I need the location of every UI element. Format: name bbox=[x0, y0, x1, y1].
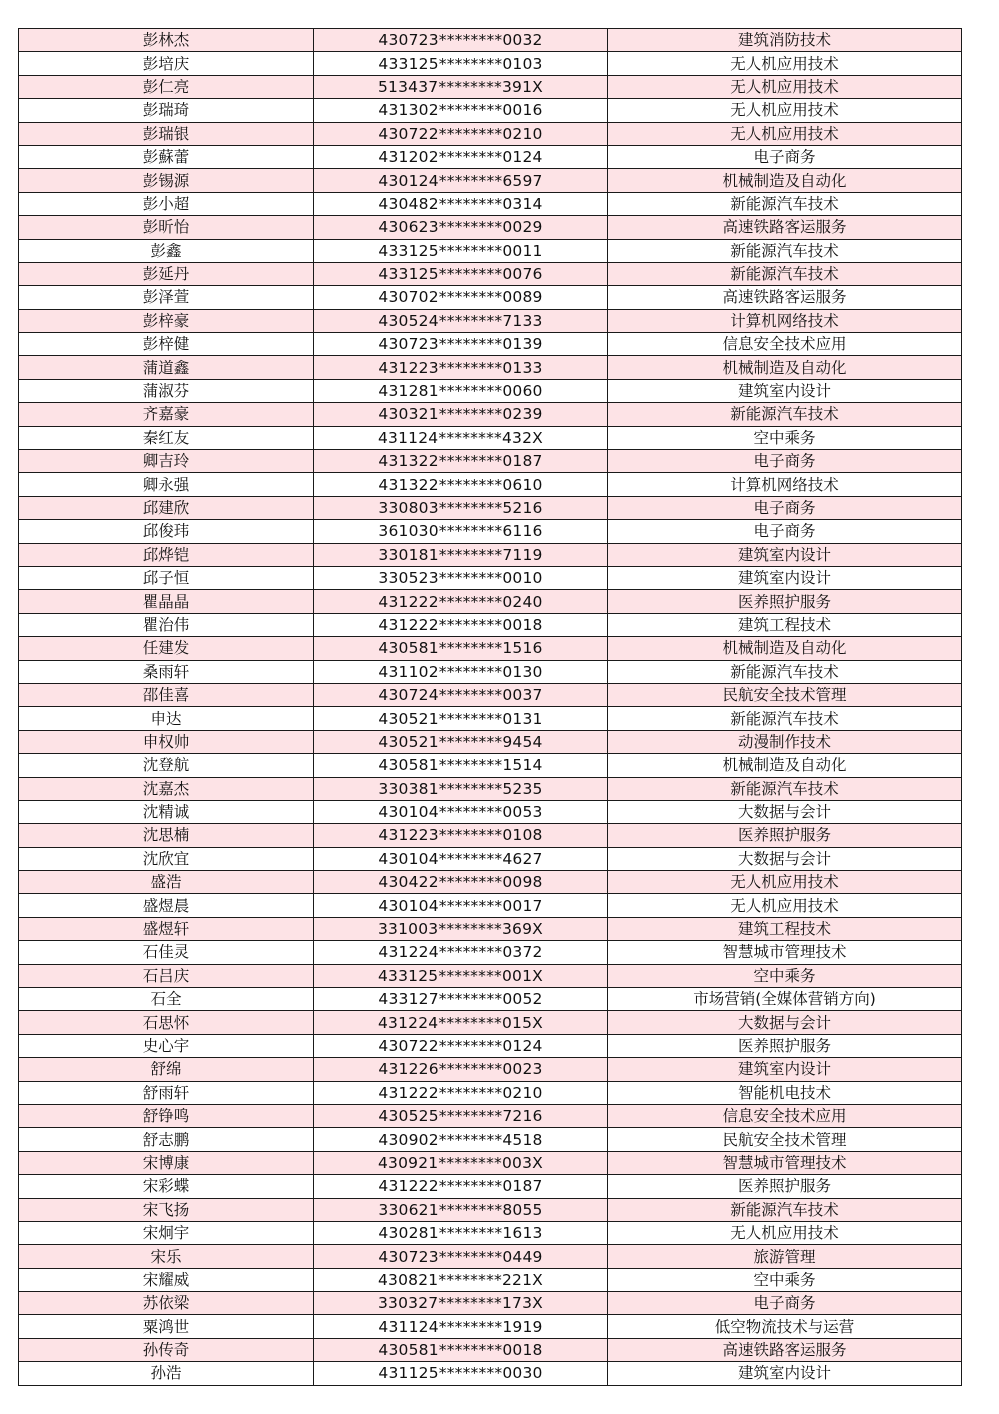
name-cell: 彭昕怡 bbox=[19, 216, 314, 239]
table-row bbox=[19, 75, 962, 98]
name-cell: 齐嘉豪 bbox=[19, 403, 314, 426]
name-cell: 沈嘉杰 bbox=[19, 777, 314, 800]
table-row bbox=[19, 777, 962, 800]
id-number-cell: 433127********0052 bbox=[314, 988, 608, 1011]
id-number-cell: 330381********5235 bbox=[314, 777, 608, 800]
major-cell: 机械制造及自动化 bbox=[608, 169, 962, 192]
major-cell: 空中乘务 bbox=[608, 1268, 962, 1291]
id-number-cell: 430104********4627 bbox=[314, 847, 608, 870]
table-row bbox=[19, 99, 962, 122]
name-cell: 舒雨轩 bbox=[19, 1081, 314, 1104]
major-cell: 无人机应用技术 bbox=[608, 894, 962, 917]
id-number-cell: 430902********4518 bbox=[314, 1128, 608, 1151]
id-number-cell: 433125********0011 bbox=[314, 239, 608, 262]
name-cell: 彭瑞琦 bbox=[19, 99, 314, 122]
id-number-cell: 431322********0610 bbox=[314, 473, 608, 496]
table-row bbox=[19, 262, 962, 285]
table-row bbox=[19, 29, 962, 52]
table-row bbox=[19, 988, 962, 1011]
table-row bbox=[19, 683, 962, 706]
major-cell: 电子商务 bbox=[608, 496, 962, 519]
id-number-cell: 430581********1514 bbox=[314, 754, 608, 777]
table-row bbox=[19, 239, 962, 262]
major-cell: 无人机应用技术 bbox=[608, 99, 962, 122]
name-cell: 石思怀 bbox=[19, 1011, 314, 1034]
id-number-cell: 330181********7119 bbox=[314, 543, 608, 566]
table-row bbox=[19, 730, 962, 753]
name-cell: 申达 bbox=[19, 707, 314, 730]
major-cell: 建筑室内设计 bbox=[608, 379, 962, 402]
name-cell: 沈思楠 bbox=[19, 824, 314, 847]
major-cell: 大数据与会计 bbox=[608, 847, 962, 870]
name-cell: 沈欣宜 bbox=[19, 847, 314, 870]
major-cell: 民航安全技术管理 bbox=[608, 1128, 962, 1151]
name-cell: 彭蘇蕾 bbox=[19, 145, 314, 168]
table-row bbox=[19, 1338, 962, 1361]
table-row bbox=[19, 473, 962, 496]
major-cell: 建筑消防技术 bbox=[608, 29, 962, 52]
major-cell: 旅游管理 bbox=[608, 1245, 962, 1268]
major-cell: 建筑室内设计 bbox=[608, 543, 962, 566]
name-cell: 苏依梁 bbox=[19, 1292, 314, 1315]
table-row bbox=[19, 660, 962, 683]
major-cell: 智慧城市管理技术 bbox=[608, 1151, 962, 1174]
id-number-cell: 433125********0103 bbox=[314, 52, 608, 75]
major-cell: 医养照护服务 bbox=[608, 590, 962, 613]
name-cell: 彭林杰 bbox=[19, 29, 314, 52]
id-number-cell: 431125********0030 bbox=[314, 1362, 608, 1385]
id-number-cell: 431281********0060 bbox=[314, 379, 608, 402]
major-cell: 低空物流技术与运营 bbox=[608, 1315, 962, 1338]
id-number-cell: 430723********0139 bbox=[314, 333, 608, 356]
name-cell: 瞿治伟 bbox=[19, 613, 314, 636]
name-cell: 宋彩蝶 bbox=[19, 1175, 314, 1198]
name-cell: 申权帅 bbox=[19, 730, 314, 753]
id-number-cell: 430524********7133 bbox=[314, 309, 608, 332]
name-cell: 粟鸿世 bbox=[19, 1315, 314, 1338]
table-row bbox=[19, 824, 962, 847]
table-row bbox=[19, 590, 962, 613]
table-row bbox=[19, 613, 962, 636]
major-cell: 大数据与会计 bbox=[608, 1011, 962, 1034]
id-number-cell: 431224********015X bbox=[314, 1011, 608, 1034]
table-row bbox=[19, 192, 962, 215]
name-cell: 彭培庆 bbox=[19, 52, 314, 75]
major-cell: 无人机应用技术 bbox=[608, 52, 962, 75]
major-cell: 空中乘务 bbox=[608, 964, 962, 987]
id-number-cell: 431223********0133 bbox=[314, 356, 608, 379]
name-cell: 彭延丹 bbox=[19, 262, 314, 285]
major-cell: 民航安全技术管理 bbox=[608, 683, 962, 706]
id-number-cell: 330523********0010 bbox=[314, 566, 608, 589]
id-number-cell: 433125********001X bbox=[314, 964, 608, 987]
name-cell: 邱俊玮 bbox=[19, 520, 314, 543]
id-number-cell: 330327********173X bbox=[314, 1292, 608, 1315]
id-number-cell: 431223********0108 bbox=[314, 824, 608, 847]
major-cell: 新能源汽车技术 bbox=[608, 707, 962, 730]
major-cell: 无人机应用技术 bbox=[608, 75, 962, 98]
id-number-cell: 431222********0210 bbox=[314, 1081, 608, 1104]
major-cell: 机械制造及自动化 bbox=[608, 356, 962, 379]
name-cell: 彭锡源 bbox=[19, 169, 314, 192]
table-row bbox=[19, 520, 962, 543]
table-row bbox=[19, 1198, 962, 1221]
id-number-cell: 430482********0314 bbox=[314, 192, 608, 215]
name-cell: 沈精诚 bbox=[19, 800, 314, 823]
major-cell: 机械制造及自动化 bbox=[608, 754, 962, 777]
table-body bbox=[19, 29, 962, 1386]
major-cell: 新能源汽车技术 bbox=[608, 403, 962, 426]
major-cell: 新能源汽车技术 bbox=[608, 192, 962, 215]
name-cell: 彭小超 bbox=[19, 192, 314, 215]
table-row bbox=[19, 403, 962, 426]
name-cell: 石全 bbox=[19, 988, 314, 1011]
name-cell: 彭梓健 bbox=[19, 333, 314, 356]
id-number-cell: 430104********0053 bbox=[314, 800, 608, 823]
name-cell: 卿永强 bbox=[19, 473, 314, 496]
major-cell: 医养照护服务 bbox=[608, 1175, 962, 1198]
major-cell: 无人机应用技术 bbox=[608, 871, 962, 894]
name-cell: 舒绵 bbox=[19, 1058, 314, 1081]
table-row bbox=[19, 216, 962, 239]
major-cell: 新能源汽车技术 bbox=[608, 660, 962, 683]
name-cell: 彭鑫 bbox=[19, 239, 314, 262]
table-row bbox=[19, 917, 962, 940]
name-cell: 石吕庆 bbox=[19, 964, 314, 987]
name-cell: 任建发 bbox=[19, 637, 314, 660]
major-cell: 建筑工程技术 bbox=[608, 613, 962, 636]
name-cell: 沈登航 bbox=[19, 754, 314, 777]
name-cell: 彭瑞银 bbox=[19, 122, 314, 145]
table-row bbox=[19, 941, 962, 964]
name-cell: 彭泽萱 bbox=[19, 286, 314, 309]
name-cell: 宋乐 bbox=[19, 1245, 314, 1268]
id-number-cell: 431222********0018 bbox=[314, 613, 608, 636]
table-row bbox=[19, 871, 962, 894]
student-list-table bbox=[18, 28, 962, 1386]
table-row bbox=[19, 122, 962, 145]
major-cell: 新能源汽车技术 bbox=[608, 1198, 962, 1221]
name-cell: 邵佳喜 bbox=[19, 683, 314, 706]
table-row bbox=[19, 894, 962, 917]
id-number-cell: 433125********0076 bbox=[314, 262, 608, 285]
id-number-cell: 430581********0018 bbox=[314, 1338, 608, 1361]
major-cell: 电子商务 bbox=[608, 1292, 962, 1315]
major-cell: 医养照护服务 bbox=[608, 824, 962, 847]
major-cell: 无人机应用技术 bbox=[608, 1221, 962, 1244]
id-number-cell: 431322********0187 bbox=[314, 450, 608, 473]
table-row bbox=[19, 1011, 962, 1034]
name-cell: 盛煜晨 bbox=[19, 894, 314, 917]
name-cell: 宋耀威 bbox=[19, 1268, 314, 1291]
name-cell: 彭梓豪 bbox=[19, 309, 314, 332]
table-row bbox=[19, 1058, 962, 1081]
id-number-cell: 430422********0098 bbox=[314, 871, 608, 894]
id-number-cell: 330621********8055 bbox=[314, 1198, 608, 1221]
name-cell: 邱烨铠 bbox=[19, 543, 314, 566]
table-row bbox=[19, 964, 962, 987]
name-cell: 卿吉玲 bbox=[19, 450, 314, 473]
name-cell: 蒲道鑫 bbox=[19, 356, 314, 379]
id-number-cell: 431226********0023 bbox=[314, 1058, 608, 1081]
name-cell: 舒铮鸣 bbox=[19, 1104, 314, 1127]
id-number-cell: 430581********1516 bbox=[314, 637, 608, 660]
table-row bbox=[19, 707, 962, 730]
table-row bbox=[19, 496, 962, 519]
id-number-cell: 431102********0130 bbox=[314, 660, 608, 683]
id-number-cell: 431202********0124 bbox=[314, 145, 608, 168]
id-number-cell: 331003********369X bbox=[314, 917, 608, 940]
major-cell: 智慧城市管理技术 bbox=[608, 941, 962, 964]
table-row bbox=[19, 1104, 962, 1127]
major-cell: 电子商务 bbox=[608, 450, 962, 473]
id-number-cell: 430702********0089 bbox=[314, 286, 608, 309]
major-cell: 计算机网络技术 bbox=[608, 309, 962, 332]
major-cell: 动漫制作技术 bbox=[608, 730, 962, 753]
table-row bbox=[19, 1081, 962, 1104]
id-number-cell: 431124********1919 bbox=[314, 1315, 608, 1338]
id-number-cell: 431224********0372 bbox=[314, 941, 608, 964]
table-row bbox=[19, 566, 962, 589]
major-cell: 高速铁路客运服务 bbox=[608, 1338, 962, 1361]
id-number-cell: 430723********0449 bbox=[314, 1245, 608, 1268]
name-cell: 邱建欣 bbox=[19, 496, 314, 519]
table-row bbox=[19, 333, 962, 356]
major-cell: 空中乘务 bbox=[608, 426, 962, 449]
table-row bbox=[19, 426, 962, 449]
table-row bbox=[19, 1221, 962, 1244]
table-row bbox=[19, 1245, 962, 1268]
id-number-cell: 430104********0017 bbox=[314, 894, 608, 917]
id-number-cell: 430921********003X bbox=[314, 1151, 608, 1174]
table-row bbox=[19, 1151, 962, 1174]
id-number-cell: 431302********0016 bbox=[314, 99, 608, 122]
table-row bbox=[19, 169, 962, 192]
id-number-cell: 431124********432X bbox=[314, 426, 608, 449]
major-cell: 高速铁路客运服务 bbox=[608, 286, 962, 309]
name-cell: 盛煜轩 bbox=[19, 917, 314, 940]
id-number-cell: 361030********6116 bbox=[314, 520, 608, 543]
id-number-cell: 430281********1613 bbox=[314, 1221, 608, 1244]
id-number-cell: 431222********0187 bbox=[314, 1175, 608, 1198]
id-number-cell: 430821********221X bbox=[314, 1268, 608, 1291]
table-row bbox=[19, 800, 962, 823]
table-row bbox=[19, 543, 962, 566]
id-number-cell: 430722********0124 bbox=[314, 1034, 608, 1057]
major-cell: 医养照护服务 bbox=[608, 1034, 962, 1057]
name-cell: 孙浩 bbox=[19, 1362, 314, 1385]
table-row bbox=[19, 1292, 962, 1315]
id-number-cell: 430525********7216 bbox=[314, 1104, 608, 1127]
major-cell: 新能源汽车技术 bbox=[608, 239, 962, 262]
major-cell: 电子商务 bbox=[608, 145, 962, 168]
name-cell: 舒志鹏 bbox=[19, 1128, 314, 1151]
id-number-cell: 430521********0131 bbox=[314, 707, 608, 730]
name-cell: 蒲淑芬 bbox=[19, 379, 314, 402]
major-cell: 高速铁路客运服务 bbox=[608, 216, 962, 239]
table-row bbox=[19, 1315, 962, 1338]
major-cell: 电子商务 bbox=[608, 520, 962, 543]
major-cell: 信息安全技术应用 bbox=[608, 333, 962, 356]
name-cell: 宋博康 bbox=[19, 1151, 314, 1174]
table-row bbox=[19, 309, 962, 332]
major-cell: 建筑室内设计 bbox=[608, 1362, 962, 1385]
id-number-cell: 430724********0037 bbox=[314, 683, 608, 706]
table-row bbox=[19, 1175, 962, 1198]
table-row bbox=[19, 356, 962, 379]
major-cell: 市场营销(全媒体营销方向) bbox=[608, 988, 962, 1011]
name-cell: 孙传奇 bbox=[19, 1338, 314, 1361]
table-row bbox=[19, 1268, 962, 1291]
table-row bbox=[19, 379, 962, 402]
table-row bbox=[19, 286, 962, 309]
table-row bbox=[19, 1034, 962, 1057]
major-cell: 新能源汽车技术 bbox=[608, 777, 962, 800]
table-row bbox=[19, 637, 962, 660]
major-cell: 建筑室内设计 bbox=[608, 566, 962, 589]
name-cell: 宋飞扬 bbox=[19, 1198, 314, 1221]
table-row bbox=[19, 754, 962, 777]
id-number-cell: 430124********6597 bbox=[314, 169, 608, 192]
name-cell: 秦红友 bbox=[19, 426, 314, 449]
id-number-cell: 330803********5216 bbox=[314, 496, 608, 519]
table-row bbox=[19, 1362, 962, 1385]
table-row bbox=[19, 450, 962, 473]
id-number-cell: 430723********0032 bbox=[314, 29, 608, 52]
id-number-cell: 430521********9454 bbox=[314, 730, 608, 753]
table-row bbox=[19, 1128, 962, 1151]
name-cell: 史心宇 bbox=[19, 1034, 314, 1057]
major-cell: 新能源汽车技术 bbox=[608, 262, 962, 285]
major-cell: 建筑工程技术 bbox=[608, 917, 962, 940]
major-cell: 智能机电技术 bbox=[608, 1081, 962, 1104]
name-cell: 桑雨轩 bbox=[19, 660, 314, 683]
name-cell: 盛浩 bbox=[19, 871, 314, 894]
major-cell: 建筑室内设计 bbox=[608, 1058, 962, 1081]
table-row bbox=[19, 847, 962, 870]
major-cell: 无人机应用技术 bbox=[608, 122, 962, 145]
name-cell: 宋炯宇 bbox=[19, 1221, 314, 1244]
table-row bbox=[19, 145, 962, 168]
major-cell: 机械制造及自动化 bbox=[608, 637, 962, 660]
table-row bbox=[19, 52, 962, 75]
major-cell: 计算机网络技术 bbox=[608, 473, 962, 496]
id-number-cell: 431222********0240 bbox=[314, 590, 608, 613]
id-number-cell: 430722********0210 bbox=[314, 122, 608, 145]
id-number-cell: 430321********0239 bbox=[314, 403, 608, 426]
id-number-cell: 430623********0029 bbox=[314, 216, 608, 239]
name-cell: 瞿晶晶 bbox=[19, 590, 314, 613]
name-cell: 彭仁亮 bbox=[19, 75, 314, 98]
name-cell: 石佳灵 bbox=[19, 941, 314, 964]
major-cell: 信息安全技术应用 bbox=[608, 1104, 962, 1127]
name-cell: 邱子恒 bbox=[19, 566, 314, 589]
id-number-cell: 513437********391X bbox=[314, 75, 608, 98]
major-cell: 大数据与会计 bbox=[608, 800, 962, 823]
